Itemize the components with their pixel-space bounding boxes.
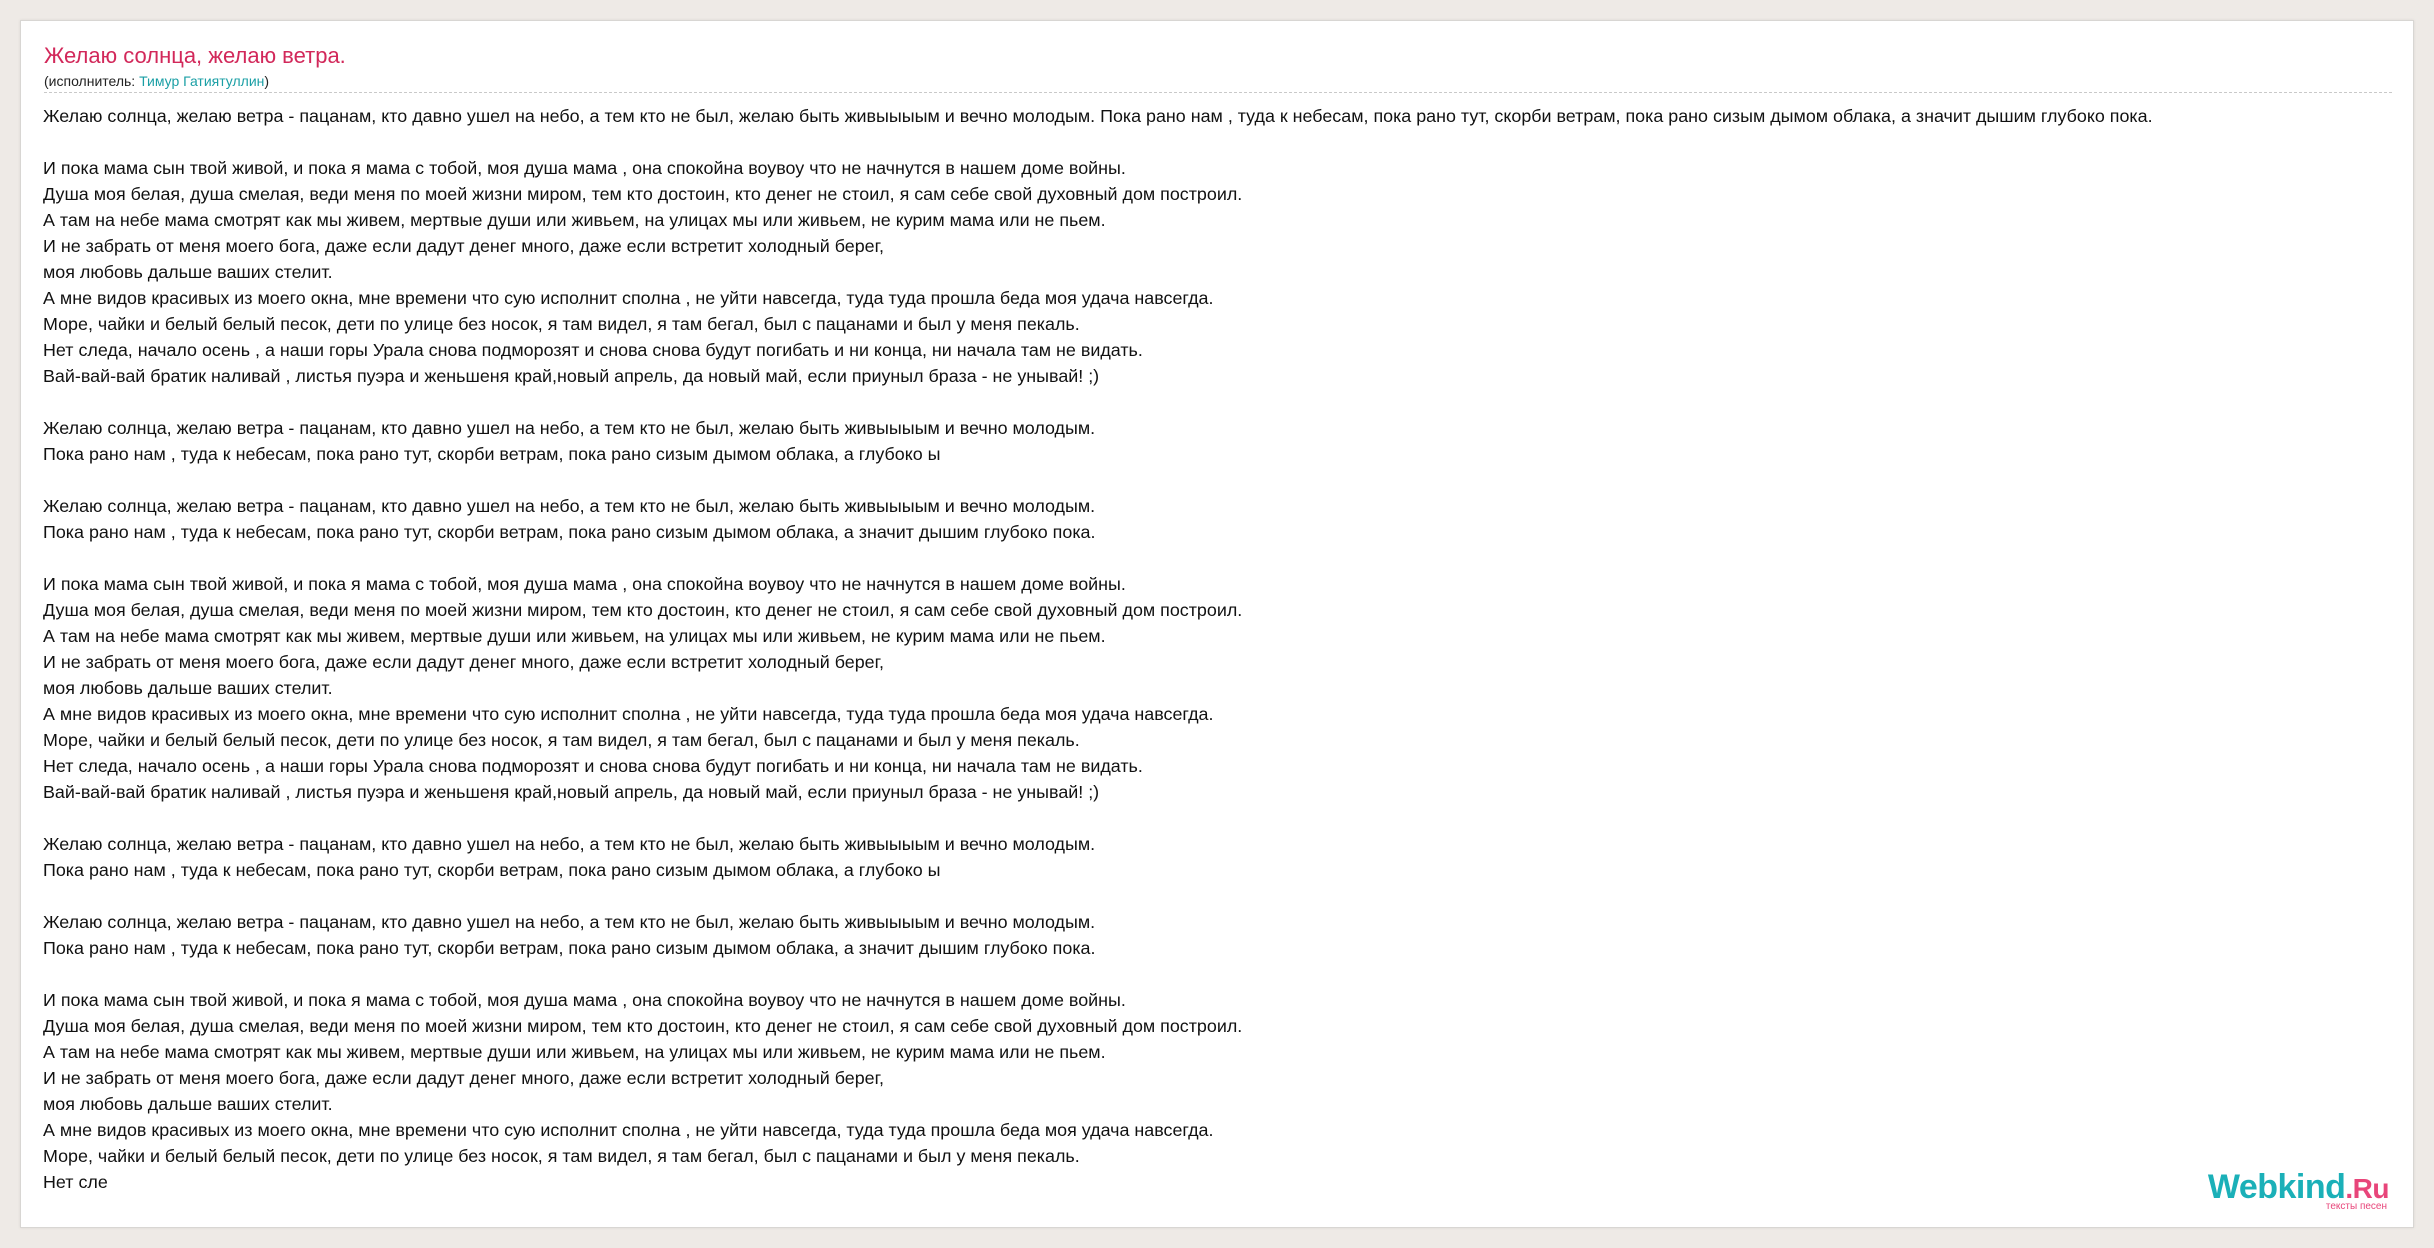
- site-logo[interactable]: [2207, 1167, 2389, 1217]
- artist-line: [44, 73, 269, 89]
- logo-tagline: тексты песен: [2325, 1201, 2387, 1212]
- lyrics-card: [20, 20, 2414, 1228]
- logo-tld: .Ru: [2345, 1173, 2389, 1204]
- lyrics-text: Желаю солнца, желаю ветра - пацанам, кто давно ушел на небо, а тем кто не был, желаю быть живыыыым и вечно молодым. Пока рано нам , туда к небесам, пока рано тут, скорби ветрам, пока рано сизым дымом облака, а значит дышим глубоко пока. И пока мама сын твой живой, и пока я мама с тобой, моя душа мама , она спокойна воувоу что не начнутся в нашем доме войны. Душа моя белая, душа смелая, веди меня по моей жизни миром, тем кто достоин, кто денег не стоил, я сам себе свой духовный дом построил. А там на небе мама смотрят как мы живем, мертвые души или живьем, на улицах мы или живьем, не курим мама или не пьем. И не забрать от меня моего бога, даже если дадут денег много, даже если встретит холодный берег, моя любовь дальше ваших стелит. А мне видов красивых из моего окна, мне времени что сую исполнит сполна , не уйти навсегда, туда туда прошла беда моя удача навсегда. Море, чайки и белый белый песок, дети по улице без носок, я там видел, я там бегал, был с пацанами и был у меня пекаль. Нет следа, начало осень , а наши горы Урала снова подморозят и снова снова будут погибать и ни конца, ни начала там не видать. Вай-вай-вай братик наливай , листья пуэра и женьшеня край,новый апрель, да новый май, если приуныл браза - не унывай! ;) Желаю солнца, желаю ветра - пацанам, кто давно ушел на небо, а тем кто не был, желаю быть живыыыым и вечно молодым. Пока рано нам , туда к небесам, пока рано тут, скорби ветрам, пока рано сизым дымом облака, а глубоко ы Желаю солнца, желаю ветра - пацанам, кто давно ушел на небо, а тем кто не был, желаю быть живыыыым и вечно молодым. Пока рано нам , туда к небесам, пока рано тут, скорби ветрам, пока рано сизым дымом облака, а значит дышим глубоко пока. И пока мама сын твой живой, и пока я мама с тобой, моя душа мама , она спокойна воувоу что не начнутся в нашем доме войны. Душа моя белая, душа смелая, веди меня по моей жизни миром, тем кто достоин, кто денег не стоил, я сам себе свой духовный дом построил. А там на небе мама смотрят как мы живем, мертвые души или живьем, на улицах мы или живьем, не курим мама или не пьем. И не забрать от меня моего бога, даже если дадут денег много, даже если встретит холодный берег, моя любовь дальше ваших стелит. А мне видов красивых из моего окна, мне времени что сую исполнит сполна , не уйти навсегда, туда туда прошла беда моя удача навсегда. Море, чайки и белый белый песок, дети по улице без носок, я там видел, я там бегал, был с пацанами и был у меня пекаль. Нет следа, начало осень , а наши горы Урала снова подморозят и снова снова будут погибать и ни конца, ни начала там не видать. Вай-вай-вай братик наливай , листья пуэра и женьшеня край,новый апрель, да новый май, если приуныл браза - не унывай! ;) Желаю солнца, желаю ветра - пацанам, кто давно ушел на небо, а тем кто не был, желаю быть живыыыым и вечно молодым. Пока рано нам , туда к небесам, пока рано тут, скорби ветрам, пока рано сизым дымом облака, а глубоко ы Желаю солнца, желаю ветра - пацанам, кто давно ушел на небо, а тем кто не был, желаю быть живыыыым и вечно молодым. Пока рано нам , туда к небесам, пока рано тут, скорби ветрам, пока рано сизым дымом облака, а значит дышим глубоко пока. И пока мама сын твой живой, и пока я мама с тобой, моя душа мама , она спокойна воувоу что не начнутся в нашем доме войны. Душа моя белая, душа смелая, веди меня по моей жизни миром, тем кто достоин, кто денег не стоил, я сам себе свой духовный дом построил. А там на небе мама смотрят как мы живем, мертвые души или живьем, на улицах мы или живьем, не курим мама или не пьем. И не забрать от меня моего бога, даже если дадут денег много, даже если встретит холодный берег, моя любовь дальше ваших стелит. А мне видов красивых из моего окна, мне времени что сую исполнит сполна , не уйти навсегда, туда туда прошла беда моя удача навсегда. Море, чайки и белый белый песок, дети по улице без носок, я там видел, я там бегал, был с пацанами и был у меня пекаль. Нет сле: [43, 106, 2153, 1192]
- artist-prefix: (исполнитель:: [44, 73, 140, 89]
- title-divider: [44, 92, 2392, 93]
- artist-link[interactable]: Тимур Гатиятуллин: [139, 73, 265, 89]
- artist-suffix: ): [264, 73, 270, 89]
- song-title: Желаю солнца, желаю ветра.: [44, 43, 346, 68]
- logo-brand: Webkind: [2207, 1168, 2346, 1206]
